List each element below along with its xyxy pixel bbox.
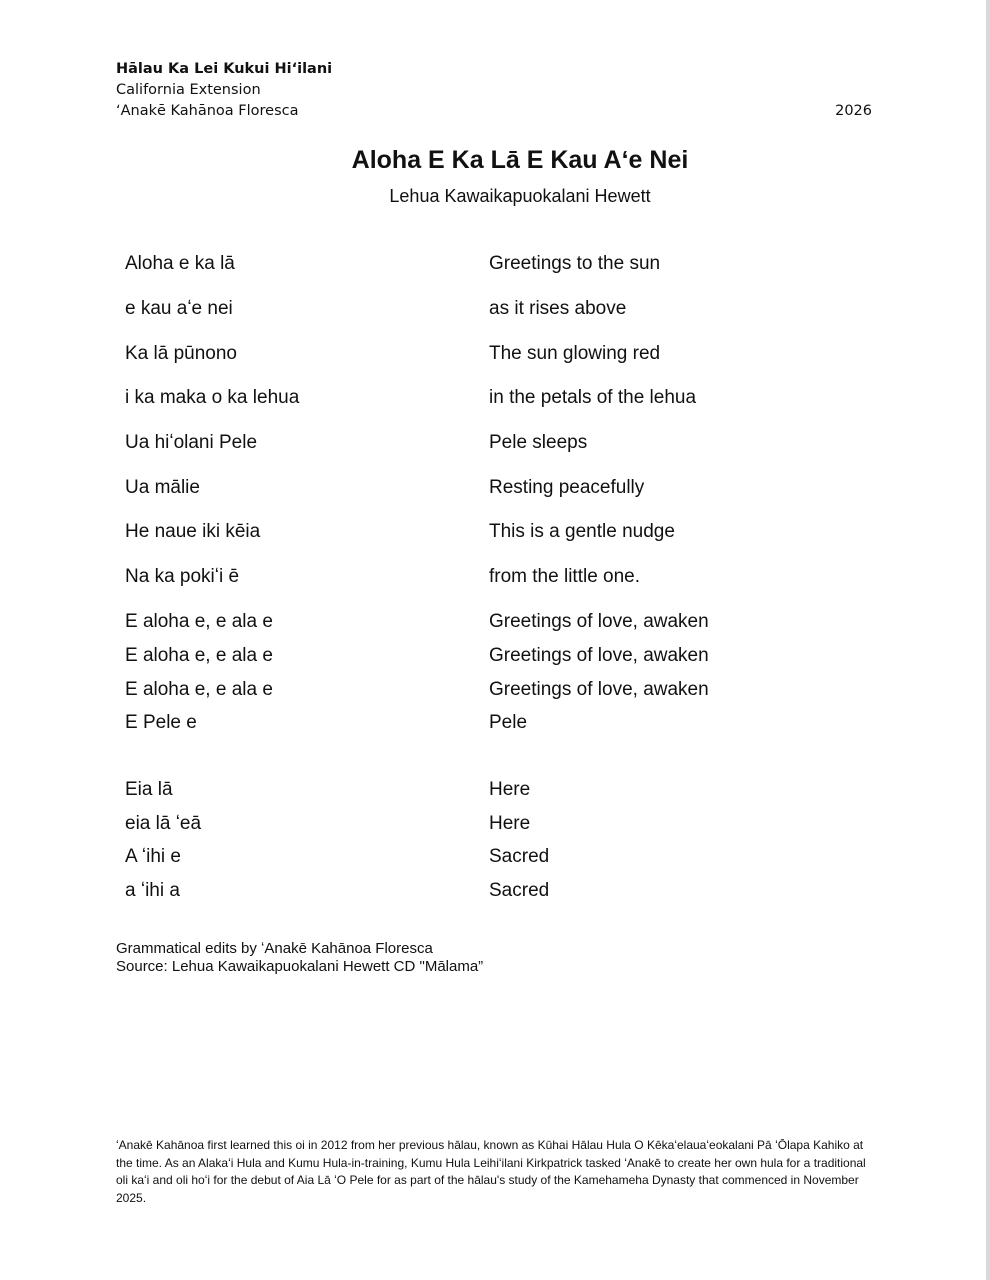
- credits-block: [116, 940, 483, 976]
- english-line: The sun glowing red: [489, 343, 661, 364]
- hawaiian-line: Aloha e ka lā: [125, 253, 235, 274]
- author-name: ʻAnakē Kahānoa Floresca: [116, 103, 299, 119]
- hawaiian-line: He naue iki kēia: [125, 521, 261, 542]
- hawaiian-line: i ka maka o ka lehua: [125, 387, 300, 408]
- hawaiian-line: E Pele e: [125, 712, 197, 733]
- hawaiian-line: E aloha e, e ala e: [125, 679, 273, 700]
- hawaiian-line: Ka lā pūnono: [125, 343, 237, 364]
- english-line: Here: [489, 813, 531, 834]
- english-line: from the little one.: [489, 566, 641, 587]
- english-line: Pele: [489, 712, 528, 733]
- extension-name: California Extension: [116, 82, 261, 98]
- english-line: Greetings of love, awaken: [489, 679, 709, 700]
- english-line: Resting peacefully: [489, 477, 645, 498]
- english-line: This is a gentle nudge: [489, 521, 675, 542]
- english-line: Sacred: [489, 880, 550, 901]
- document-header: [116, 59, 872, 122]
- hawaiian-line: Ua hiʻolani Pele: [125, 432, 258, 453]
- english-line: Greetings of love, awaken: [489, 611, 709, 632]
- hawaiian-line: e kau aʻe nei: [125, 298, 233, 319]
- hawaiian-line: eia lā ʻeā: [125, 813, 202, 834]
- footnote: ʻAnakē Kahānoa first learned this oi in 2012 from her previous hālau, known as Kūhai Hālau Hula O Kēkaʻelauaʻeokalani Pā ʻŌlapa Kahiko at the time. As an Alakaʻi Hula and Kumu Hula-in-training, Kumu Hula Leihiʻilani Kirkpatrick tasked ʻAnakē to create her own hula for a traditional oli kaʻi and oli hoʻi for the debut of Aia Lā ʻO Pele for as part of the hālau's study of the Kamehameha Dynasty that commenced in November 2025.: [116, 1138, 866, 1205]
- edits-credit: Grammatical edits by ʻAnakē Kahānoa Floresca: [116, 940, 433, 957]
- english-line: as it rises above: [489, 298, 627, 319]
- year: 2026: [835, 103, 872, 119]
- hawaiian-line: E aloha e, e ala e: [125, 611, 273, 632]
- header-author-row: [116, 101, 872, 122]
- song-composer: Lehua Kawaikapuokalani Hewett: [389, 186, 651, 206]
- english-line: Here: [489, 779, 531, 800]
- english-line: Greetings to the sun: [489, 253, 661, 274]
- hawaiian-line: Na ka pokiʻi ē: [125, 566, 240, 587]
- english-line: Sacred: [489, 846, 550, 867]
- hawaiian-line: Ua mālie: [125, 477, 200, 498]
- english-line: in the petals of the lehua: [489, 387, 697, 408]
- halau-name: Hālau Ka Lei Kukui Hiʻilani: [116, 61, 333, 77]
- song-title: Aloha E Ka Lā E Kau Aʻe Nei: [351, 146, 689, 174]
- english-line: Pele sleeps: [489, 432, 588, 453]
- source-credit: Source: Lehua Kawaikapuokalani Hewett CD "Mālama”: [116, 958, 484, 975]
- hawaiian-line: Eia lā: [125, 779, 173, 800]
- hawaiian-line: a ʻihi a: [125, 880, 180, 901]
- english-line: Greetings of love, awaken: [489, 645, 709, 666]
- hawaiian-line: A ʻihi e: [125, 846, 181, 867]
- hawaiian-line: E aloha e, e ala e: [125, 645, 273, 666]
